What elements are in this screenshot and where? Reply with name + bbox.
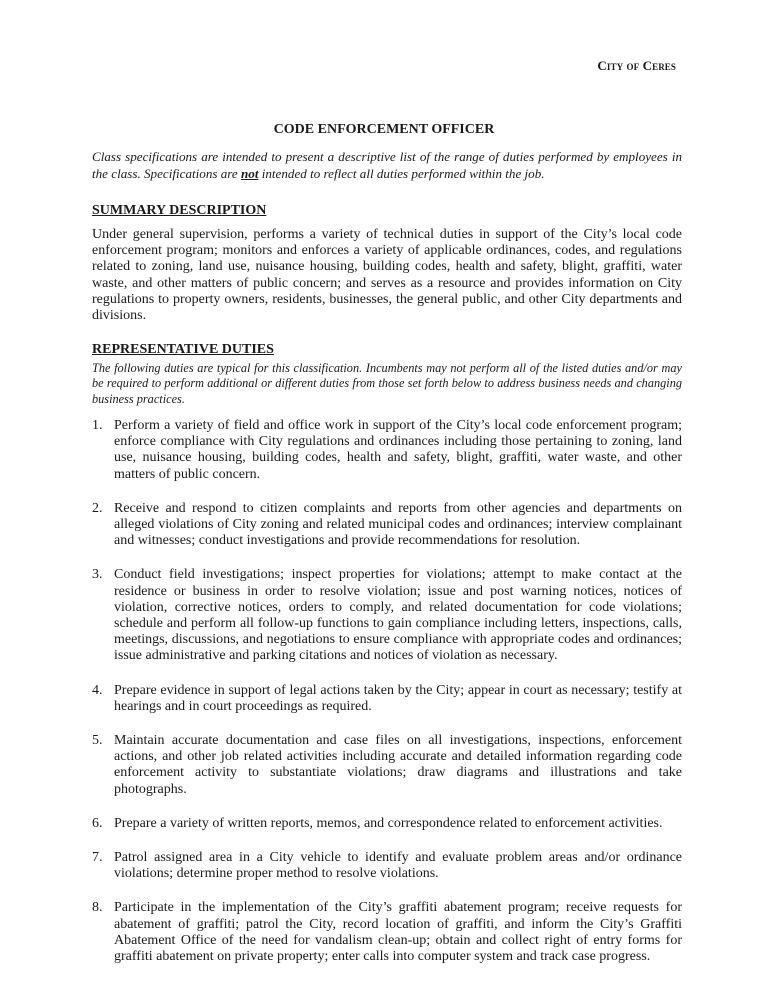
duty-item: [92, 501, 682, 550]
duty-item: [92, 418, 682, 483]
duty-item: [92, 683, 682, 715]
duty-number: 2.: [92, 500, 103, 516]
summary-description-body: Under general supervision, performs a variety of technical duties in support of the City’s local code enforcement program; monitors and enforces a variety of applicable ordinances, codes, and regulations related to zoning, land use, nuisance housing, building codes, health and safety, blight, graffiti, water waste, and other matters of public concern; and serves as a resource and provides information on City regulations to property owners, residents, businesses, the general public, and other City departments and divisions.: [92, 227, 682, 324]
duty-text: Perform a variety of field and office work in support of the City’s local code enforcement program; enforce compliance with City regulations and ordinances including those pertaining to zoning, land use, nuisance housing, building codes, health and safety, blight, graffiti, water waste, and other matters of public concern.: [114, 418, 682, 482]
duty-text: Participate in the implementation of the City’s graffiti abatement program; receive requests for abatement of graffiti; patrol the City, record location of graffiti, and inform the City’s Graffiti Abatement Office of the need for vandalism clean-up; obtain and collect right of entry forms for graffiti abatement on private property; enter calls into computer system and track case progress.: [114, 900, 682, 965]
duty-number: 4.: [92, 682, 103, 698]
duty-item: [92, 816, 682, 832]
duty-number: 3.: [92, 567, 103, 583]
organization-header: City of Ceres: [597, 58, 676, 73]
duty-text: Prepare evidence in support of legal actions taken by the City; appear in court as necessary; testify at hearings and in court proceedings as required.: [114, 682, 682, 714]
disclaimer-emphasis: not: [240, 165, 259, 181]
summary-description-heading: SUMMARY DESCRIPTION: [92, 203, 267, 218]
duty-item: [92, 850, 682, 882]
representative-duties-intro: The following duties are typical for this classification. Incumbents may not perform all of the listed duties and/or may be required to perform additional or different duties from those set forth below to address business needs and changing business practices.: [92, 361, 682, 406]
class-spec-disclaimer: [92, 149, 682, 182]
duty-item: [92, 567, 682, 664]
duty-text: Conduct field investigations; inspect properties for violations; attempt to make contact at the residence or business in order to resolve violation; issue and post warning notices, notices of violation, corrective notices, orders to comply, and related documentation for code violations; schedule and perform all follow-up functions to gain compliance including letters, inspections, calls, meetings, discussions, and negotiations to ensure compliance with appropriate codes and ordinances; issue administrative and parking citations and notices of violation as necessary.: [114, 567, 682, 664]
duty-number: 6.: [92, 815, 103, 831]
duty-text: Patrol assigned area in a City vehicle to identify and evaluate problem areas and/or ordinance violations; determine proper method to resolve violations.: [114, 850, 682, 882]
duty-number: 7.: [92, 850, 103, 866]
representative-duties-heading: REPRESENTATIVE DUTIES: [92, 342, 274, 357]
duties-list: [92, 418, 682, 983]
duty-number: 5.: [92, 733, 103, 749]
duty-text: Receive and respond to citizen complaints and reports from other agencies and departments on alleged violations of City zoning and related municipal codes and ordinances; interview complainant and witnesses; conduct investigations and provide recommendations for resolution.: [114, 500, 682, 549]
duty-number: 8.: [92, 900, 103, 916]
duty-item: [92, 900, 682, 965]
document-title: CODE ENFORCEMENT OFFICER: [273, 122, 495, 137]
duty-text: Maintain accurate documentation and case files on all investigations, inspections, enforcement actions, and other job related activities including accurate and detailed information regarding code enforcement activity to substantiate violations; draw diagrams and illustrations and take photographs.: [114, 733, 682, 797]
duty-text: Prepare a variety of written reports, memos, and correspondence related to enforcement activities.: [114, 815, 663, 831]
disclaimer-text-part1: Class specifications are intended to present a descriptive list of the range of duties performed by employees in the class. Specifications are: [92, 149, 682, 181]
duty-item: [92, 733, 682, 798]
duty-number: 1.: [92, 418, 103, 433]
disclaimer-text-part2: intended to reflect all duties performed within the job.: [258, 165, 545, 181]
